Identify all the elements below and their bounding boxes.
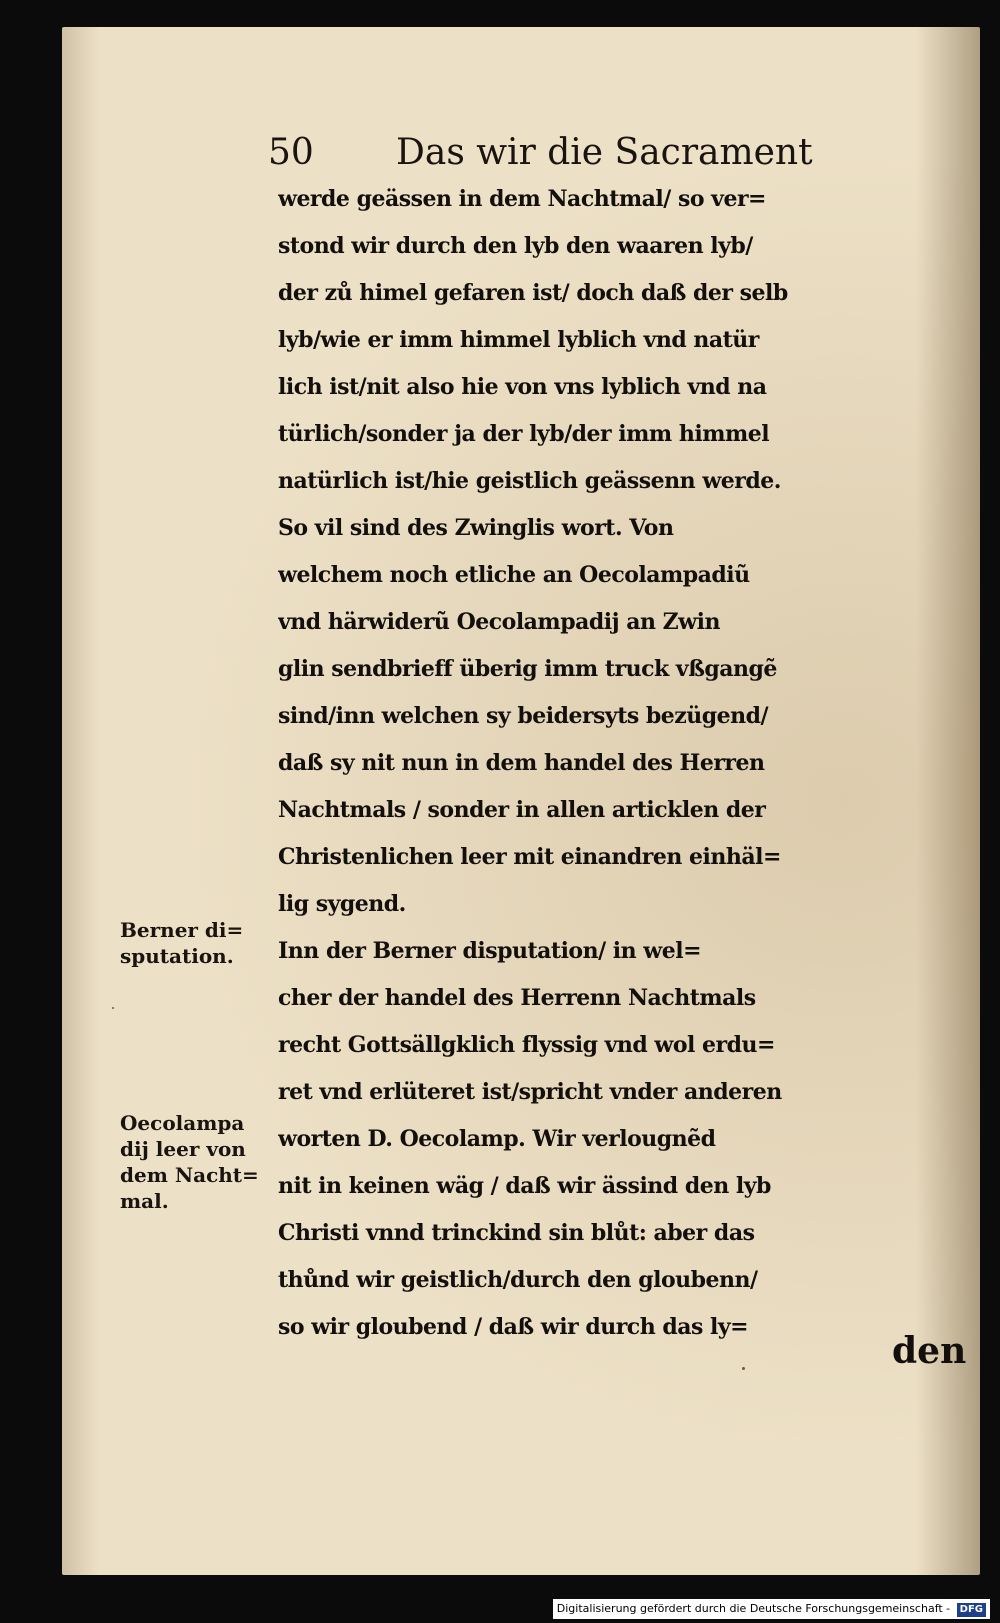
text-line: lig sygend. xyxy=(278,891,406,917)
page-header xyxy=(268,124,828,174)
margin-note-line: sputation. xyxy=(120,944,234,968)
text-line: daß sy nit nun in dem handel des Herren xyxy=(278,750,765,776)
margin-note-line: Berner di= xyxy=(120,918,244,942)
text-line: türlich/sonder ja der lyb/der imm himmel xyxy=(278,421,770,447)
footer-text: Digitalisierung gefördert durch die Deutsche Forschungsgemeinschaft - xyxy=(556,1602,951,1615)
margin-note-line: dij leer von xyxy=(120,1137,246,1161)
text-line: Christenlichen leer mit einandren einhäl= xyxy=(278,844,781,870)
text-line: Christi vnnd trinckind sin blůt: aber das xyxy=(278,1220,755,1246)
text-line: worten D. Oecolamp. Wir verlougnẽd xyxy=(278,1126,716,1152)
catchword: den xyxy=(892,1330,967,1372)
text-line: vnd härwiderũ Oecolampadij an Zwin xyxy=(278,609,720,635)
text-line: ret vnd erlüteret ist/spricht vnder anderen xyxy=(278,1079,782,1105)
text-line: stond wir durch den lyb den waaren lyb/ xyxy=(278,233,753,259)
margin-note-oecolampadius xyxy=(120,1110,259,1214)
margin-note-line: mal. xyxy=(120,1189,169,1213)
page-number: 50 xyxy=(268,132,314,173)
paper-speck xyxy=(742,1367,745,1370)
text-line: Inn der Berner disputation/ in wel= xyxy=(278,938,702,964)
text-line: lich ist/nit also hie von vns lyblich vnd na xyxy=(278,374,767,400)
running-title: Das wir die Sacrament xyxy=(396,132,813,173)
margin-note-line: dem Nacht= xyxy=(120,1163,259,1187)
margin-note-berner xyxy=(120,917,243,969)
text-line: sind/inn welchen sy beidersyts bezügend/ xyxy=(278,703,769,729)
text-line: welchem noch etliche an Oecolampadiũ xyxy=(278,562,750,588)
main-text-block xyxy=(278,176,938,1351)
paper-speck xyxy=(112,1007,114,1009)
text-line: cher der handel des Herrenn Nachtmals xyxy=(278,985,756,1011)
margin-note-line: Oecolampa xyxy=(120,1111,245,1135)
text-line: Nachtmals / sonder in allen articklen der xyxy=(278,797,766,823)
text-line: lyb/wie er imm himmel lyblich vnd natür xyxy=(278,327,759,353)
funding-footer xyxy=(553,1599,990,1619)
text-line: thůnd wir geistlich/durch den gloubenn/ xyxy=(278,1267,758,1293)
text-line: recht Gottsällgklich flyssig vnd wol erdu= xyxy=(278,1032,775,1058)
text-line: der zů himel gefaren ist/ doch daß der selb xyxy=(278,280,788,306)
text-line: werde geässen in dem Nachtmal/ so ver= xyxy=(278,186,766,212)
text-line: nit in keinen wäg / daß wir ässind den lyb xyxy=(278,1173,771,1199)
text-line: natürlich ist/hie geistlich geässenn werde. xyxy=(278,468,781,494)
text-line: So vil sind des Zwinglis wort. Von xyxy=(278,515,674,541)
text-line: so wir gloubend / daß wir durch das ly= xyxy=(278,1314,749,1340)
dfg-logo: DFG xyxy=(957,1603,986,1617)
text-line: glin sendbrieff überig imm truck vßgangẽ xyxy=(278,656,777,682)
